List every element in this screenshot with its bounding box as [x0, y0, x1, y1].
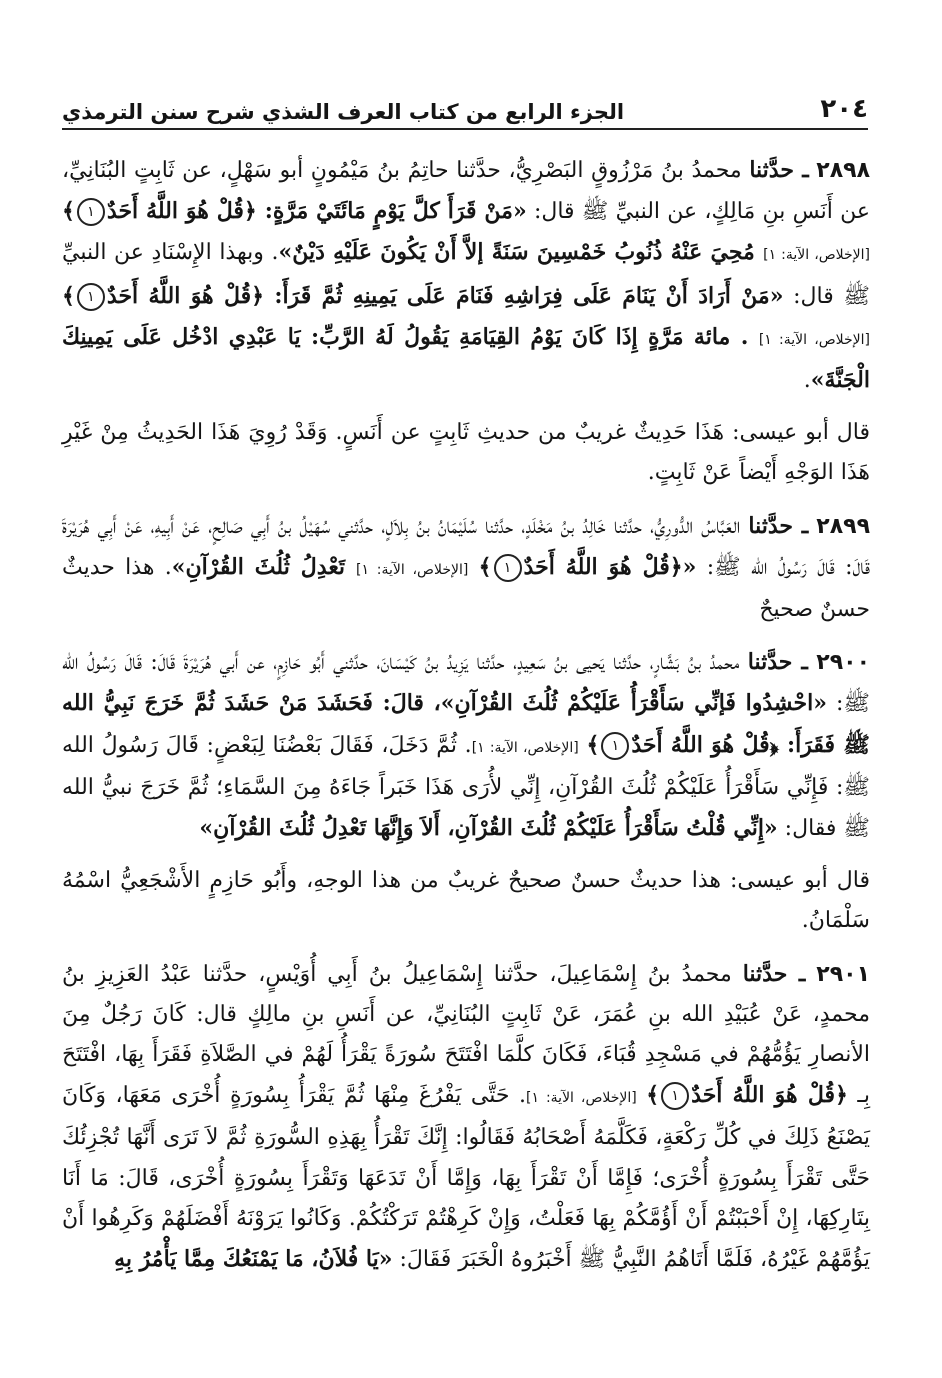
- hadith-matn: ﴿قُلْ هُوَ اللَّهُ أَحَدٌ: [691, 1082, 848, 1109]
- quran-bracket: ﴾: [62, 198, 75, 225]
- hadith-chain: محمدُ بنُ إِسْمَاعِيلَ، حدَّثنا إِسْمَاعِيلُ بنُ أَبِي أُوَيْسٍ، حدَّثنا عَبْدُ العَزِيزِ بنُ محمدٍ، عَنْ عُبَيْدِ الله بنِ عُمَرَ، عَنْ ثَابِتٍ البُنَانِيِّ، عن أَنَسِ بنِ مالِكٍ قال: كَانَ رَجُلٌ مِنَ الأنصارِ يَؤُمُّهُمْ في مَسْجِدِ قُبَاءَ، فَكَانَ كلَّمَا افْتَتَحَ سُورَةً يَقْرَأُ لَهُمْ في الصَّلاَةِ فَقَرَأَ بِهَا، افْتَتَحَ بِـ: [62, 961, 870, 1109]
- quran-bracket: ﴾: [62, 282, 75, 309]
- hadith-number: ٢٨٩٩: [816, 513, 871, 539]
- hadith-chain: محمدُ بنُ مَرْزُوقٍ البَصْرِيُّ، حدَّثنا حاتِمُ بنُ مَيْمُونٍ أبو سَهْلٍ، عن ثَابِتٍ البُنَانِيِّ، عن أَنَسِ بنِ مَالِكٍ، عن النبيِّ ﷺ قال:: [62, 158, 870, 225]
- hadith-matn: «مَنْ قَرَأَ كلَّ يَوْمٍ مَائَتَيْ مَرَّةٍ: ﴿قُلْ هُوَ اللَّهُ أَحَدٌ: [106, 198, 527, 225]
- hadith-matn: «إِنِّي قُلْتُ سَأَقْرَأُ عَلَيْكُمْ ثُلُثَ القُرْآنِ، أَلاَ وَإِنَّهَا تَعْدِلُ ثُلُثَ القُرْآنِ»: [199, 815, 778, 842]
- hadith-text: . وبهذا الإِسْنَادِ عن النبيِّ ﷺ قال:: [62, 240, 870, 309]
- hadith-text: . ثُمَّ دَخَلَ، فَقَالَ بَعْضُنَا لِبَعْضٍ: قَالَ رَسُولُ الله ﷺ: فَإِنِّي سَأَقْرَأُ عَلَيْكُمْ ثُلُثَ القُرْآنِ، إِنِّي لأُرَى هَذَا خَبَراً جَاءَهُ مِنَ السَّمَاءِ؛ ثُمَّ خَرَجَ نبيُّ الله ﷺ فقال:: [62, 732, 870, 842]
- hadith-number: ٢٨٩٨: [816, 158, 871, 183]
- hadith-2899: [62, 506, 870, 631]
- hadith-text: .: [803, 368, 811, 394]
- quran-reference: [الإخلاص، الآية: ١]: [356, 561, 469, 578]
- aya-marker: ١: [77, 198, 105, 226]
- hadith-text: . هذا حديثٌ حسنٌ صحيحٌ: [62, 554, 870, 623]
- aya-marker: ١: [77, 283, 105, 311]
- hadith-opening: ـ حدَّثنا: [742, 960, 806, 987]
- quran-reference: [الإخلاص، الآية: ١]: [471, 739, 579, 756]
- running-title: الجزء الرابع من كتاب العرف الشذي شرح سنن الترمذي: [62, 100, 625, 124]
- hadith-number: ٢٩٠٠: [816, 650, 871, 676]
- hadith-text: . حَتَّى يَفْرُغَ مِنْهَا ثُمَّ يَقْرَأُ بِسُورَةٍ أُخْرَى مَعَهَا، وَكَانَ يَصْنَعُ ذَلِكَ في كُلِّ رَكْعَةٍ، فَكَلَّمَهُ أَصْحَابُهُ فَقَالُوا: إِنَّكَ تَقْرَأُ بِهَذِهِ السُّورَةِ ثُمَّ لاَ تَرَى أَنَّهَا تُجْزِئُكَ حَتَّى تَقْرَأَ بِسُورَةٍ أُخْرَى؛ فَإِمَّا أَنْ تَقْرَأَ بِهَا، وَإِمَّا أَنْ تَدَعَهَا وَتَقْرَأَ بِسُورَةٍ أُخْرَى، قَالَ: مَا أَنَا بِتَارِكِهَا، إِنْ أَحْبَبْتُمْ أَنْ أَؤُمَّكُمْ بِهَا فَعَلْتُ، وَإِنْ كَرِهْتُمْ تَرَكْتُكُمْ. وَكَانُوا يَرَوْنَهُ أَفْضَلَهُمْ وَكَرِهُوا أَنْ يَؤُمَّهُمْ غَيْرُهُ، فَلَمَّا أَتَاهُمُ النَّبِيُّ ﷺ أَخْبَرُوهُ الْخَبَرَ فَقَالَ:: [62, 1083, 870, 1273]
- hadith-matn: «احْشِدُوا فَإنِّي سَأَقْرَأُ عَلَيْكُمْ ثُلُثَ القُرْآنِ»، قالَ: فَحَشَدَ مَنْ حَشَدَ ثُمَّ خَرَجَ نَبِيُّ الله ﷺ فَقَرَأَ: ﴿قُلْ هُوَ اللَّهُ أَحَدٌ: [62, 690, 870, 758]
- page-number: ٢٠٤: [820, 94, 868, 124]
- hadith-2901: [62, 954, 870, 1281]
- quran-bracket: ﴾: [646, 1082, 660, 1109]
- hadith-matn: «يَا فُلاَنُ، مَا يَمْنَعُكَ مِمَّا يَأْمُرُ بِهِ: [114, 1246, 393, 1273]
- hadith-number: ٢٩٠١: [816, 961, 871, 987]
- page-header: [62, 84, 868, 124]
- quran-bracket: ﴾: [478, 553, 492, 580]
- commentary-1: قال أبو عيسى: هَذَا حَدِيثٌ غريبٌ من حديثِ ثَابِتٍ عن أَنَسٍ. وَقَدْ رُوِيَ هَذَا الحَدِيثُ مِنْ غَيْرِ هَذَا الوَجْهِ أَيْضاً عَنْ ثَابِتٍ.: [62, 420, 870, 486]
- quran-reference: [الإخلاص، الآية: ١]: [758, 331, 870, 348]
- hadith-2900: [62, 642, 870, 849]
- aya-marker: ١: [494, 554, 522, 582]
- aya-marker: ١: [601, 732, 629, 760]
- hadith-chain: محمدُ بنُ بَشَّارٍ، حدَّثنا يَحيى بنُ سَعِيدٍ، حدَّثنا يَزِيدُ بنُ كَيْسَانَ، حدَّثني أَبُو حَازِمٍ، عن أَبي هُرَيْرَةَ قَالَ: قَالَ رَسُولُ الله ﷺ:: [62, 650, 870, 717]
- hadith-matn: . مائة مَرَّةٍ إِذَا كَانَ يَوْمُ القِيَامَةِ يَقُولُ لَهُ الرَّبِّ: يَا عَبْدِي ادْخُل عَلَى يَمِينِكَ الْجَنَّةَ»: [62, 323, 870, 394]
- hadith-matn: «﴿قُلْ هُوَ اللَّهُ أَحَدٌ: [523, 553, 697, 580]
- hadith-opening: ـ حدَّثنا: [749, 157, 809, 183]
- page-body: [62, 150, 870, 1292]
- quran-reference: [الإخلاص، الآية: ١]: [525, 1090, 637, 1107]
- hadith-matn: مُحِيَ عَنْهُ ذُنُوبُ خَمْسِينَ سَنَةً إلاَّ أَنْ يَكُونَ عَلَيْهِ دَيْنٌ»: [278, 239, 764, 266]
- hadith-opening: ـ حدَّثنا: [748, 512, 809, 539]
- hadith-matn: تَعْدِلُ ثُلُثَ القُرْآنِ»: [171, 553, 357, 580]
- aya-marker: ١: [661, 1082, 689, 1110]
- header-divider: [62, 128, 868, 130]
- quran-bracket: ﴾: [586, 731, 600, 758]
- hadith-chain: العَبَّاسُ الدُّورِيُّ، حدَّثنا خَالِدُ بنُ مَخْلَدٍ، حدَّثنا سُلَيْمَانُ بنُ بِلاَلٍ، حدَّثني سُهَيْلُ بنُ أَبِي صَالِحٍ، عَنْ أَبِيهِ، عَنْ أَبِي هُرَيْرَةَ قَالَ: قَالَ رَسُولُ الله ﷺ:: [62, 513, 871, 580]
- hadith-2898: [62, 150, 870, 401]
- commentary-2: قال أبو عيسى: هذا حديثٌ حسنٌ صحيحٌ غريبٌ من هذا الوجهِ، وأَبُو حَازِمٍ الأَشْجَعِيُّ اسْمُهُ سَلْمَانُ.: [62, 868, 870, 934]
- hadith-matn: «مَنْ أَرَادَ أَنْ يَنَامَ عَلَى فِرَاشِهِ فَنَامَ عَلَى يَمِينِهِ ثُمَّ قَرَأَ: ﴿قُلْ هُوَ اللَّهُ أَحَدٌ: [106, 282, 784, 309]
- hadith-opening: ـ حدَّثنا: [747, 649, 808, 676]
- quran-reference: [الإخلاص، الآية: ١]: [763, 247, 870, 264]
